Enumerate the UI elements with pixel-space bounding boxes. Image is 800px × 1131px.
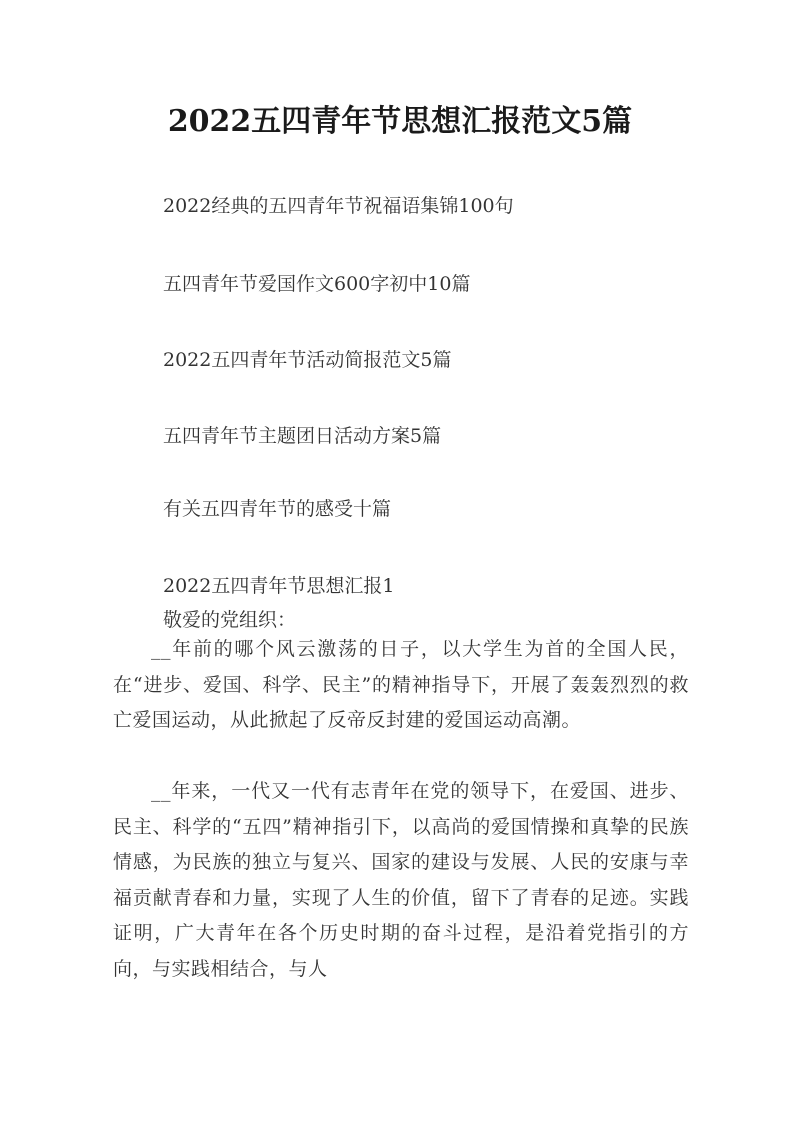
body-paragraph: __年来，一代又一代有志青年在党的领导下，在爱国、进步、民主、科学的“五四”精神指引下，以高尚的爱国情操和真挚的民族情感，为民族的独立与复兴、国家的建设与发展、人民的安康与幸福贡献青春和力量，实现了人生的价值，留下了青春的足迹。实践证明，广大青年在各个历史时期的奋斗过程，是沿着党指引的方向，与实践相结合，与人 — [113, 780, 689, 980]
related-link[interactable]: 五四青年节主题团日活动方案5篇 — [163, 425, 442, 447]
body-paragraph: __年前的哪个风云激荡的日子，以大学生为首的全国人民，在“进步、爱国、科学、民主”的精神指导下，开展了轰轰烈烈的救亡爱国运动，从此掀起了反帝反封建的爱国运动高潮。 — [113, 638, 689, 731]
related-link[interactable]: 五四青年节爱国作文600字初中10篇 — [163, 273, 471, 295]
related-link[interactable]: 有关五四青年节的感受十篇 — [163, 498, 392, 520]
salutation: 敬爱的党组织： — [163, 609, 297, 631]
section-heading: 2022五四青年节思想汇报1 — [163, 575, 395, 597]
related-link[interactable]: 2022经典的五四青年节祝福语集锦100句 — [163, 195, 514, 217]
document-title: 2022五四青年节思想汇报范文5篇 — [167, 104, 633, 139]
related-link[interactable]: 2022五四青年节活动简报范文5篇 — [163, 349, 452, 371]
